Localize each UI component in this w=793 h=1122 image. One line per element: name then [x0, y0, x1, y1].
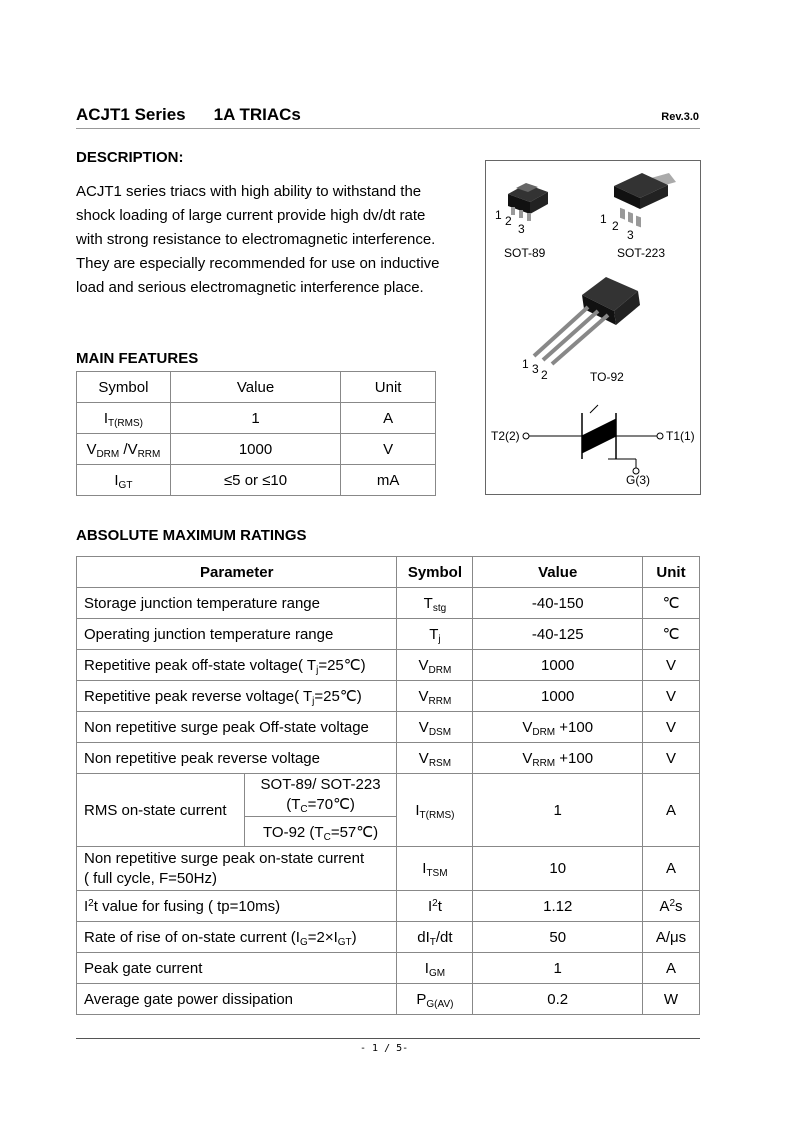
symbol-cell: $I_{GM}$ [397, 953, 473, 984]
header-divider [76, 128, 700, 129]
value-cell: -40-125 [473, 619, 643, 650]
column-header: Symbol [77, 372, 171, 403]
condition-cell: SOT-89/ SOT-223 $(T_C=70℃)$ [244, 774, 397, 817]
revision-label: Rev.3.0 [661, 111, 699, 123]
parameter-cell: Non repetitive surge peak on-state current ( full cycle, F=50Hz) [77, 847, 397, 891]
sot223-package-image [614, 173, 676, 227]
package-drawings [486, 161, 700, 494]
sot89-pin-label: 3 [518, 222, 525, 236]
symbol-cell: $I_{T(RMS)}$ [397, 774, 473, 847]
value-cell: 1000 [473, 681, 643, 712]
parameter-cell: Rate of rise of on-state current $(I_G=2\times I_{GT})$ [77, 922, 397, 953]
sot89-label: SOT-89 [504, 246, 546, 260]
unit-cell: A [643, 847, 700, 891]
page-number: - 1 / 5- [360, 1043, 409, 1054]
symbol-cell: $V_{DRM}$ [397, 650, 473, 681]
sot223-label: SOT-223 [617, 246, 666, 260]
value-cell: -40-150 [473, 588, 643, 619]
symbol-cell: $dI_T/dt$ [397, 922, 473, 953]
triac-t1-label: T1(1) [666, 429, 695, 443]
unit-cell: V [643, 650, 700, 681]
parameter-cell: Storage junction temperature range [77, 588, 397, 619]
table-row [77, 650, 700, 681]
table-row [77, 712, 700, 743]
parameter-cell: Non repetitive peak reverse voltage [77, 743, 397, 774]
symbol-cell: $I^2t$ [397, 891, 473, 922]
parameter-cell: Repetitive peak off-state voltage( $T_j=25℃$) [77, 650, 397, 681]
table-row [77, 953, 700, 984]
unit-cell: A [643, 774, 700, 847]
unit-cell: A [643, 953, 700, 984]
sot223-pin-label: 3 [627, 228, 634, 242]
column-header: Value [473, 557, 643, 588]
footer-divider [76, 1038, 700, 1039]
table-row [77, 891, 700, 922]
table-row [77, 619, 700, 650]
to92-package-image [534, 277, 640, 364]
unit-cell: V [643, 743, 700, 774]
parameter-cell: Average gate power dissipation [77, 984, 397, 1015]
description-line: They are especially recommended for use on inductive [76, 255, 440, 272]
value-cell: 1 [473, 774, 643, 847]
unit-cell: ℃ [643, 619, 700, 650]
value-cell: 1 [170, 403, 340, 434]
to92-pin-label: 1 [522, 357, 529, 371]
description-text [76, 180, 476, 300]
symbol-cell: $P_{G(AV)}$ [397, 984, 473, 1015]
parameter-cell: RMS on-state current [77, 774, 245, 847]
sot223-pin-label: 2 [612, 219, 619, 233]
value-cell: 1000 [170, 434, 340, 465]
column-header: Unit [341, 372, 436, 403]
value-cell: 1 [473, 953, 643, 984]
table-row [77, 403, 436, 434]
symbol-cell: $T_{stg}$ [397, 588, 473, 619]
table-row [77, 743, 700, 774]
table-row [77, 984, 700, 1015]
product-subtitle: 1A TRIACs [213, 105, 301, 124]
sot89-pin-label: 1 [495, 208, 502, 222]
symbol-cell: $V_{RRM}$ [397, 681, 473, 712]
unit-cell: V [643, 681, 700, 712]
value-cell: $V_{DRM} +100$ [473, 712, 643, 743]
table-row [77, 774, 700, 817]
parameter-cell: Non repetitive surge peak Off-state voltage [77, 712, 397, 743]
column-header: Parameter [77, 557, 397, 588]
to92-label: TO-92 [590, 370, 624, 384]
sot89-pin-label: 2 [505, 214, 512, 228]
package-outline-box [485, 160, 701, 495]
description-line: shock loading of large current provide high dv/dt rate [76, 207, 426, 224]
symbol-cell: $T_j$ [397, 619, 473, 650]
value-cell: 10 [473, 847, 643, 891]
table-row [77, 434, 436, 465]
value-cell: ≤5 or ≤10 [170, 465, 340, 496]
parameter-cell: $I^2t$ value for fusing ( tp=10ms) [77, 891, 397, 922]
symbol-cell: $V_{DRM}$ $/V_{RRM}$ [77, 434, 171, 465]
to92-pin-label: 3 [532, 362, 539, 376]
parameter-cell: Peak gate current [77, 953, 397, 984]
value-cell: $V_{RRM} +100$ [473, 743, 643, 774]
symbol-cell: $I_{GT}$ [77, 465, 171, 496]
table-row [77, 847, 700, 891]
column-header: Value [170, 372, 340, 403]
symbol-cell: $I_{T(RMS)}$ [77, 403, 171, 434]
condition-cell: TO-92 $(T_C=57℃)$ [244, 817, 397, 847]
series-name: ACJT1 Series [76, 105, 186, 124]
value-cell: 1.12 [473, 891, 643, 922]
description-line: ACJT1 series triacs with high ability to withstand the [76, 183, 422, 200]
description-heading: DESCRIPTION: [76, 149, 184, 166]
description-line: with strong resistance to electromagnetic interference. [76, 231, 436, 248]
unit-cell: V [341, 434, 436, 465]
unit-cell: A/μs [643, 922, 700, 953]
sot223-pin-label: 1 [600, 212, 607, 226]
triac-t2-label: T2(2) [491, 429, 520, 443]
unit-cell: ℃ [643, 588, 700, 619]
value-cell: 0.2 [473, 984, 643, 1015]
unit-cell: mA [341, 465, 436, 496]
table-row [77, 588, 700, 619]
unit-cell: $A^2s$ [643, 891, 700, 922]
unit-cell: W [643, 984, 700, 1015]
triac-symbol [523, 405, 663, 474]
column-header: Unit [643, 557, 700, 588]
document-title [76, 105, 301, 125]
symbol-cell: $I_{TSM}$ [397, 847, 473, 891]
table-header-row [77, 557, 700, 588]
unit-cell: A [341, 403, 436, 434]
triac-gate-label: G(3) [626, 473, 650, 487]
value-cell: 50 [473, 922, 643, 953]
main-features-heading: MAIN FEATURES [76, 350, 199, 367]
sot89-package-image [508, 183, 548, 221]
column-header: Symbol [397, 557, 473, 588]
symbol-cell: $V_{RSM}$ [397, 743, 473, 774]
unit-cell: V [643, 712, 700, 743]
table-row [77, 465, 436, 496]
symbol-cell: $V_{DSM}$ [397, 712, 473, 743]
to92-pin-label: 2 [541, 368, 548, 382]
table-row [77, 922, 700, 953]
parameter-cell: Repetitive peak reverse voltage( $T_j=25℃$) [77, 681, 397, 712]
table-header-row [77, 372, 436, 403]
absolute-max-ratings-table [76, 556, 700, 1015]
main-features-table [76, 371, 436, 496]
parameter-cell: Operating junction temperature range [77, 619, 397, 650]
table-row [77, 681, 700, 712]
ratings-heading: ABSOLUTE MAXIMUM RATINGS [76, 527, 307, 544]
description-line: load and serious electromagnetic interference place. [76, 279, 424, 296]
value-cell: 1000 [473, 650, 643, 681]
